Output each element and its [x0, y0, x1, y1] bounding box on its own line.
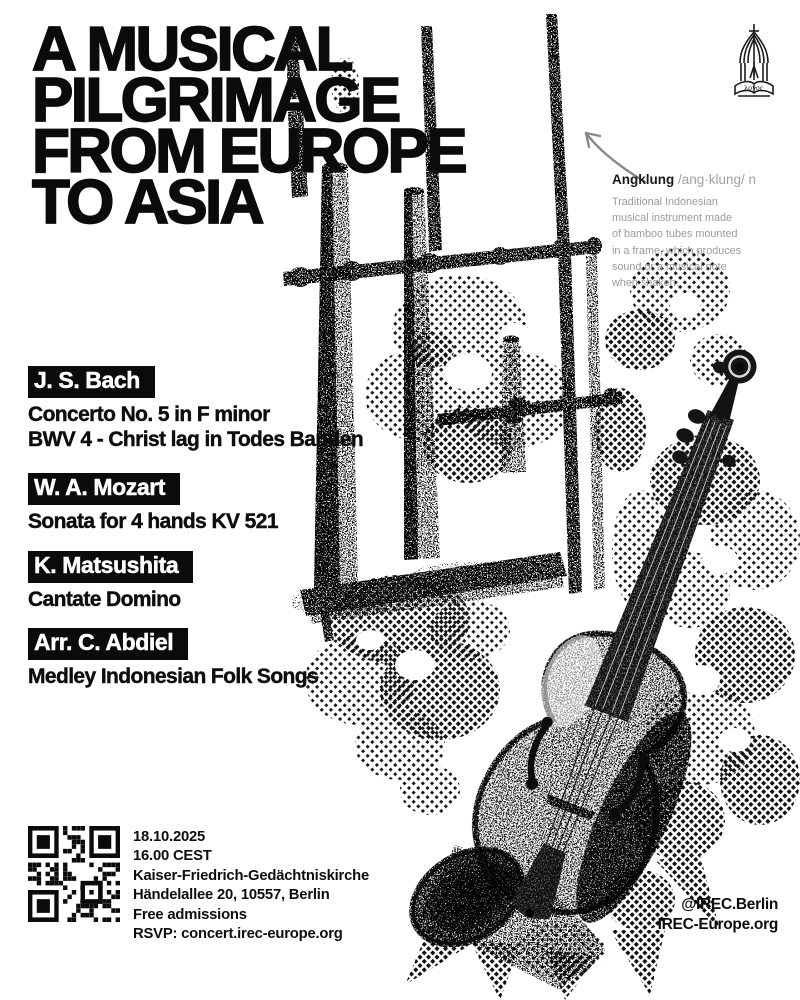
composer-label: J. S. Bach: [28, 366, 155, 398]
definition-line: Traditional Indonesian: [612, 196, 718, 208]
title-line: FROM EUROPE: [32, 117, 465, 186]
title-line: PILGRIMAGE: [32, 66, 399, 135]
event-address: Händelallee 20, 10557, Berlin: [133, 887, 330, 904]
event-admission: Free admissions: [133, 906, 247, 923]
event-time: 16.00 CEST: [133, 848, 212, 865]
program-piece: Cantate Domino: [28, 587, 181, 611]
program-piece: Concerto No. 5 in F minor: [28, 403, 270, 426]
qr-code: [28, 826, 120, 922]
definition-line: sound or a musical note: [612, 260, 727, 273]
definition-line: in a frame, which produces: [612, 244, 742, 257]
definition-term: Angklung: [612, 172, 675, 187]
definition-line: of bamboo tubes mounted: [612, 228, 738, 241]
program-piece: Sonata for 4 hands KV 521: [28, 510, 278, 533]
definition-phonetic: /ang·klung/ n: [678, 172, 757, 187]
angklung-definition: [612, 172, 762, 291]
poster-title: [32, 15, 465, 237]
event-rsvp: RSVP: concert.irec-europe.org: [133, 926, 343, 943]
social-links: [658, 895, 778, 935]
definition-line: when shaken.: [612, 277, 679, 290]
instagram-handle: @IREC.Berlin: [681, 896, 778, 913]
logo-book-text: λογος: [744, 84, 764, 92]
event-venue: Kaiser-Friedrich-Gedächtniskirche: [133, 867, 369, 884]
organization-logo: [730, 22, 778, 109]
event-date: 18.10.2025: [133, 829, 206, 845]
tower-icon: [740, 24, 768, 81]
program-piece: Medley Indonesian Folk Songs: [28, 665, 319, 688]
program-entry: [28, 473, 363, 535]
program-piece: BWV 4 - Christ lag in Todes Banden: [28, 427, 364, 451]
website-url: IREC-Europe.org: [657, 916, 778, 933]
composer-label: Arr. C. Abdiel: [28, 628, 188, 660]
open-book-icon: [735, 82, 773, 96]
definition-line: musical instrument made: [612, 212, 733, 225]
program-entry: [28, 551, 363, 613]
event-footer: [28, 826, 369, 944]
composer-label: W. A. Mozart: [28, 473, 180, 505]
composer-label: K. Matsushita: [28, 551, 193, 583]
title-line: TO ASIA: [32, 168, 262, 237]
program-entry: [28, 366, 363, 452]
event-details: [133, 826, 369, 944]
title-line: A MUSICAL: [32, 15, 351, 84]
program-entry: [28, 628, 363, 690]
concert-program: [28, 366, 363, 711]
